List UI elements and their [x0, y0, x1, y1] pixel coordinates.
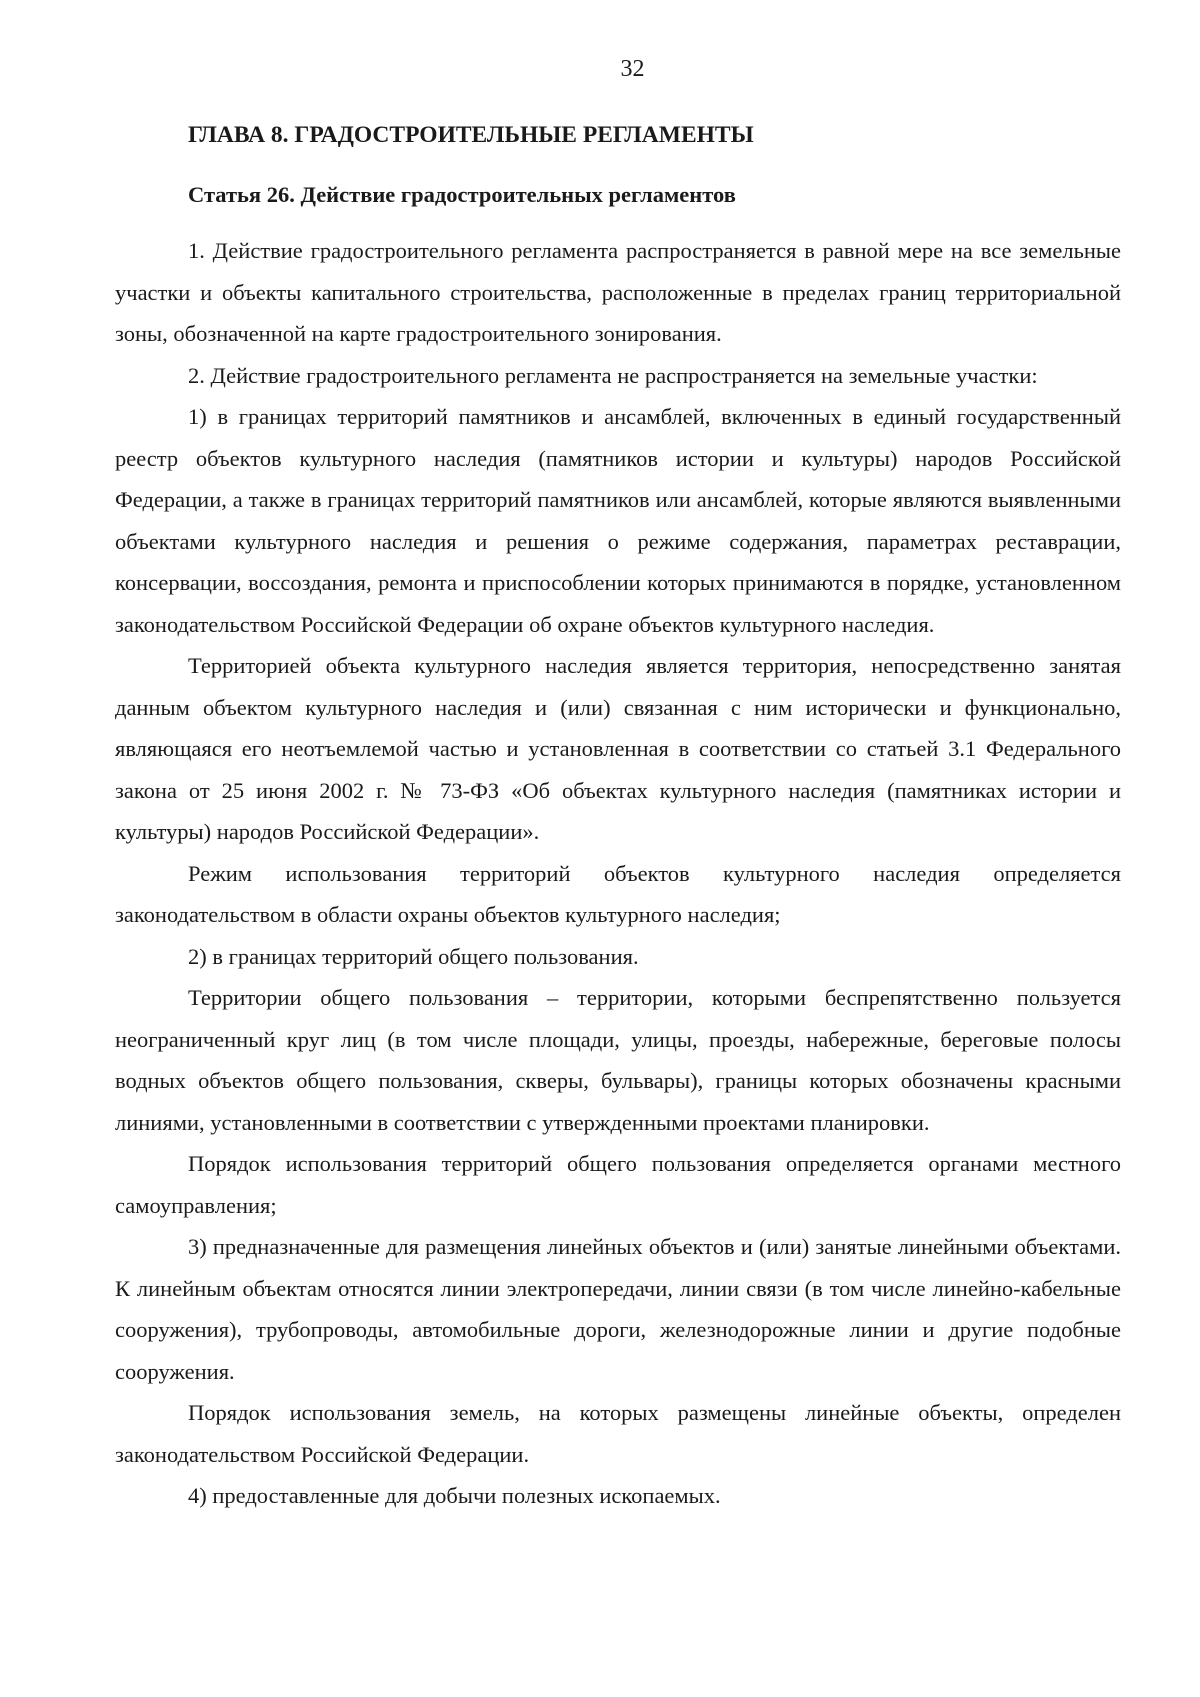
paragraph-9: 3) предназначенные для размещения линейных объектов и (или) занятые линейными объектами. К линейным объектам относятся линии электропередачи, линии связи (в том числе линейно-кабельные сооружения), трубопроводы, автомобильные дороги, железнодорожные линии и другие подобные сооружения.: [115, 1234, 1121, 1384]
paragraph-11: 4) предоставленные для добычи полезных ископаемых.: [188, 1483, 721, 1508]
paragraph-1: 1. Действие градостроительного регламента распространяется в равной мере на все земельные участки и объекты капитального строительства, расположенные в пределах границ территориальной зоны, обозначенной на карте градостроительного зонирования.: [115, 238, 1121, 346]
article-title: Статья 26. Действие градостроительных регламентов: [188, 182, 736, 207]
paragraph-10: Порядок использования земель, на которых размещены линейные объекты, определен законодательством Российской Федерации.: [115, 1400, 1121, 1467]
paragraph-6: 2) в границах территорий общего пользования.: [188, 943, 639, 969]
paragraph-3: 1) в границах территорий памятников и ансамблей, включенных в единый государственный реестр объектов культурного наследия (памятников истории и культуры) народов Российской Федерации, а также в границах территорий памятников или ансамблей, которые являются выявленными объектами культурного наследия и решения о режиме содержания, параметрах реставрации, консервации, воссоздания, ремонта и приспособлении которых принимаются в порядке, установленном законодательством Российской Федерации об охране объектов культурного наследия.: [115, 404, 1121, 637]
paragraph-5: Режим использования территорий объектов культурного наследия определяется законодательством в области охраны объектов культурного наследия;: [115, 860, 1121, 927]
chapter-title: ГЛАВА 8. ГРАДОСТРОИТЕЛЬНЫЕ РЕГЛАМЕНТЫ: [188, 122, 754, 148]
paragraph-8: Порядок использования территорий общего пользования определяется органами местного самоуправления;: [115, 1151, 1121, 1218]
page-number: 32: [620, 56, 645, 82]
paragraph-7: Территории общего пользования – территории, которыми беспрепятственно пользуется неограниченный круг лиц (в том числе площади, улицы, проезды, набережные, береговые полосы водных объектов общего пользования, скверы, бульвары), границы которых обозначены красными линиями, установленными в соответствии с утвержденными проектами планировки.: [115, 985, 1121, 1135]
paragraph-4: Территорией объекта культурного наследия является территория, непосредственно занятая данным объектом культурного наследия и (или) связанная с ним исторически и функционально, являющаяся его неотъемлемой частью и установленная в соответствии со статьей 3.1 Федерального закона от 25 июня 2002 г. № 73-ФЗ «Об объектах культурного наследия (памятниках истории и культуры) народов Российской Федерации».: [115, 653, 1121, 844]
article-body: [115, 230, 1121, 1517]
page-content: [115, 120, 1121, 1517]
paragraph-2: 2. Действие градостроительного регламента не распространяется на земельные участки:: [188, 362, 1038, 388]
